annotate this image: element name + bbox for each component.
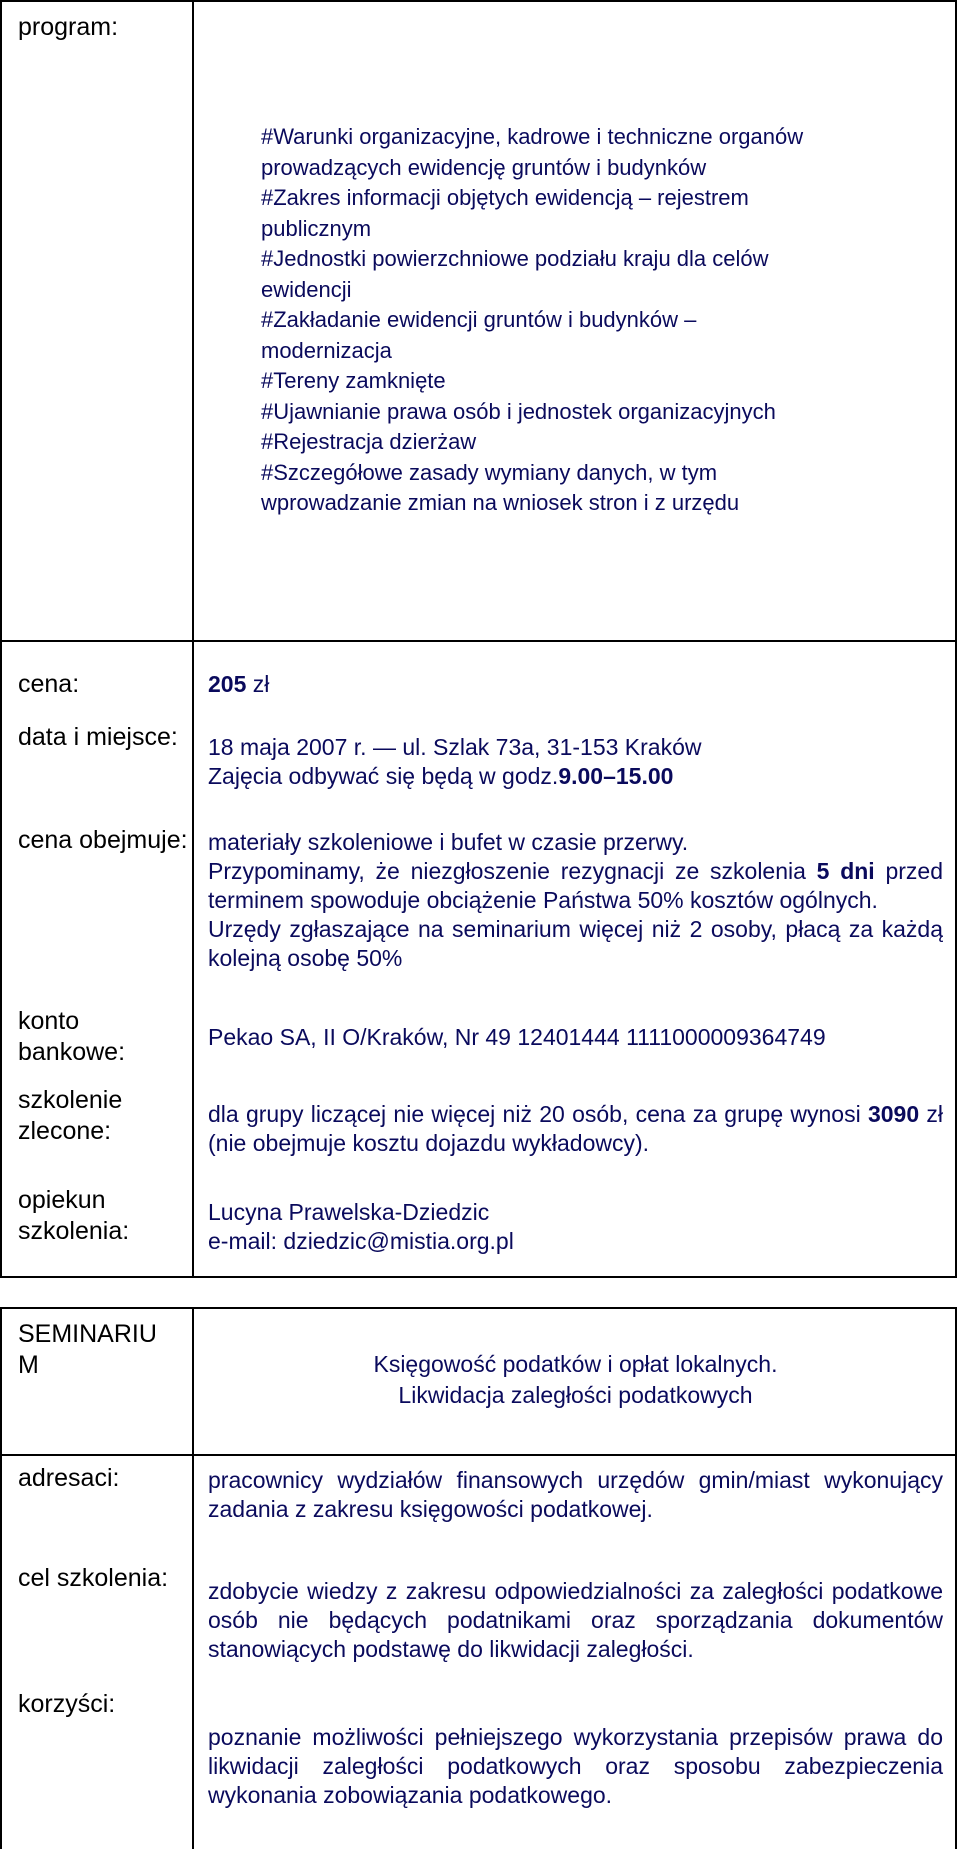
adresaci-value: pracownicy wydziałów finansowych urzędów gmin/miast wykonujący zadania z zakresu księgowości podatkowej. xyxy=(208,1467,943,1522)
program-line: #Zakres informacji objętych ewidencją – rejestrem xyxy=(261,185,749,210)
cel-value: zdobycie wiedzy z zakresu odpowiedzialności za zaległości podatkowe osób nie będących podatnikami oraz sporządzania dokumentów stanowiących podstawę do likwidacji zaległości. xyxy=(208,1578,943,1662)
program-line: publicznym xyxy=(261,215,372,241)
program-line: #Tereny zamknięte xyxy=(261,368,446,393)
program-line: #Zakładanie ewidencji gruntów i budynków – xyxy=(261,307,697,332)
program-list xyxy=(261,122,941,519)
obejmuje-line: materiały szkoleniowe i bufet w czasie przerwy. xyxy=(208,829,689,855)
hours-line: Zajęcia odbywać się będą w godz.9.00–15.00 xyxy=(208,763,674,789)
row-divider xyxy=(2,1454,955,1456)
column-divider xyxy=(192,2,194,1276)
program-line: #Jednostki powierzchniowe podziału kraju dla celów xyxy=(261,246,769,271)
program-line: #Rejestracja dzierżaw xyxy=(261,429,477,454)
cel-label: cel szkolenia: xyxy=(18,1564,169,1592)
hours-value: 9.00–15.00 xyxy=(558,763,674,789)
program-line: #Warunki organizacyjne, kadrowe i techniczne organów xyxy=(261,124,804,149)
row-divider xyxy=(2,640,955,642)
cena-label: cena: xyxy=(18,670,80,698)
zlecone-label: szkolenie zlecone: xyxy=(18,1086,123,1145)
cena-unit: zł xyxy=(246,671,270,697)
konto-value: Pekao SA, II O/Kraków, Nr 49 12401444 1111000009364749 xyxy=(208,1024,826,1050)
program-line: #Szczegółowe zasady wymiany danych, w tym xyxy=(261,459,718,485)
program-label: program: xyxy=(18,13,119,41)
seminar-title-line: Księgowość podatków i opłat lokalnych. xyxy=(373,1351,778,1377)
cena-amount: 205 xyxy=(208,671,247,697)
opiekun-label: opiekun szkolenia: xyxy=(18,1186,130,1245)
cena-obejmuje-label: cena obejmuje: xyxy=(18,826,188,854)
data-miejsce-value xyxy=(208,733,943,791)
seminarium-label: SEMINARIU M xyxy=(18,1320,157,1379)
cena-obejmuje-value xyxy=(208,828,943,990)
obejmuje-reminder: Przypominamy, że niezgłoszenie rezygnacji ze szkolenia 5 dni przed terminem spowoduje obciążenie Państwa 50% kosztów ogólnych. xyxy=(208,858,943,913)
opiekun-email: e-mail: dziedzic@mistia.org.pl xyxy=(208,1228,514,1254)
column-divider xyxy=(192,1309,194,1849)
data-miejsce-label: data i miejsce: xyxy=(18,723,178,751)
seminar-title xyxy=(208,1349,943,1411)
seminar-table xyxy=(0,1307,957,1849)
opiekun-name: Lucyna Prawelska-Dziedzic xyxy=(208,1199,490,1225)
cena-value xyxy=(208,670,943,699)
date-address-line: 18 maja 2007 r. — ul. Szlak 73a, 31-153 Kraków xyxy=(208,734,702,760)
korzysci-value: poznanie możliwości pełniejszego wykorzystania przepisów prawa do likwidacji zaległości podatkowych oraz sposobu zabezpieczenia wykonania zobowiązania podatkowego. xyxy=(208,1724,943,1808)
seminar-subtitle-line: Likwidacja zaległości podatkowych xyxy=(398,1382,753,1408)
program-line: #Ujawnianie prawa osób i jednostek organizacyjnych xyxy=(261,398,776,424)
zlecone-value: dla grupy liczącej nie więcej niż 20 osób, cena za grupę wynosi 3090 zł (nie obejmuje kosztu dojazdu wykładowcy). xyxy=(208,1101,943,1156)
program-line: ewidencji xyxy=(261,276,352,302)
program-line: wprowadzanie zmian na wniosek stron i z urzędu xyxy=(261,490,740,515)
korzysci-label: korzyści: xyxy=(18,1690,116,1718)
konto-label: konto bankowe: xyxy=(18,1007,126,1066)
program-line: prowadzących ewidencję gruntów i budynków xyxy=(261,154,707,180)
obejmuje-discount: Urzędy zgłaszające na seminarium więcej niż 2 osoby, płacą za każdą kolejną osobę 50% xyxy=(208,916,943,971)
opiekun-value xyxy=(208,1198,943,1256)
adresaci-label: adresaci: xyxy=(18,1464,120,1492)
program-line: modernizacja xyxy=(261,337,392,363)
